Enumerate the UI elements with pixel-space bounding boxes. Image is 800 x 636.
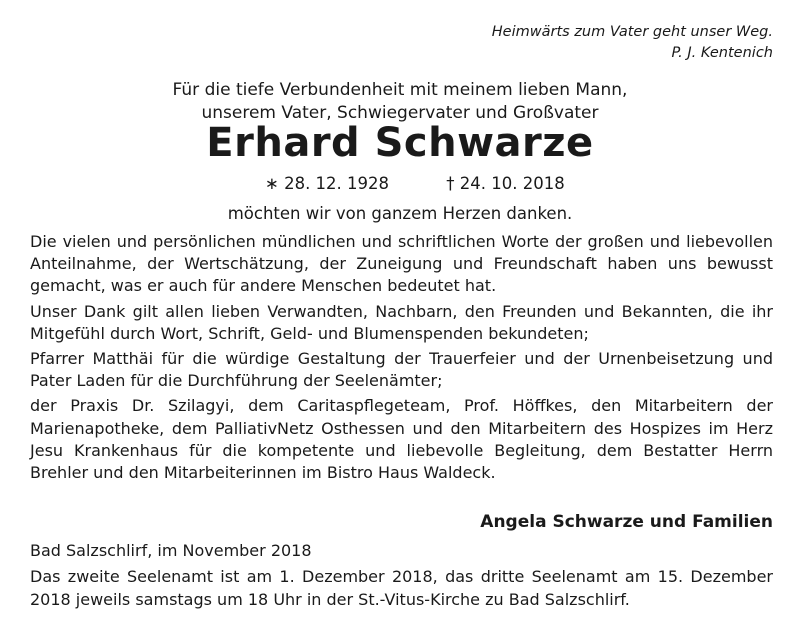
intro-line-2: unserem Vater, Schwiegervater und Großvater (201, 102, 599, 123)
paragraph: Unser Dank gilt allen lieben Verwandten, Nachbarn, den Freunden und Bekannten, die ihr Mitgefühl durch Wort, Schrift, Geld- und Blumenspenden bekundeten; (30, 301, 773, 343)
memorial-notice: Das zweite Seelenamt ist am 1. Dezember 2018, das dritte Seelenamt am 15. Dezember 2018 jeweils samstags um 18 Uhr in der St.-Vitus-Kirche zu Bad Salzschlirf. (30, 567, 773, 609)
paragraph: Die vielen und persönlichen mündlichen und schriftlichen Worte der großen und liebevollen Anteilnahme, der Wertschätzung, der Zuneigung und Freundschaft haben uns bewusst gemacht, was er auch für andere Menschen bedeutet hat. (30, 232, 773, 296)
paragraph: Pfarrer Matthäi für die würdige Gestaltung der Trauerfeier und der Urnenbeisetzung und Pater Laden für die Durchführung der Seelenämter; (30, 349, 773, 391)
place-date: Bad Salzschlirf, im November 2018 (30, 541, 312, 560)
deceased-name: Erhard Schwarze (206, 120, 594, 166)
motto (492, 22, 773, 64)
paragraph: der Praxis Dr. Szilagyi, dem Caritaspflegeteam, Prof. Höffkes, den Mitarbeitern der Marienapotheke, dem PalliativNetz Osthessen und den Mitarbeitern des Hospizes im Herz Jesu Krankenhaus für die kompetente und liebevolle Begleitung, dem Bestatter Herrn Brehler und den Mitarbeiterinnen im Bistro Haus Waldeck. (30, 396, 773, 483)
signature: Angela Schwarze und Familien (480, 512, 773, 532)
death-date: † 24. 10. 2018 (446, 174, 565, 193)
motto-quote: Heimwärts zum Vater geht unser Weg. (491, 24, 773, 40)
body-text (30, 231, 773, 487)
intro-line-1: Für die tiefe Verbundenheit mit meinem lieben Mann, (172, 80, 628, 100)
motto-author: P. J. Kentenich (671, 45, 773, 61)
thanks-line: möchten wir von ganzem Herzen danken. (227, 204, 573, 223)
birth-date: ∗ 28. 12. 1928 (265, 174, 390, 193)
life-dates (265, 174, 565, 194)
